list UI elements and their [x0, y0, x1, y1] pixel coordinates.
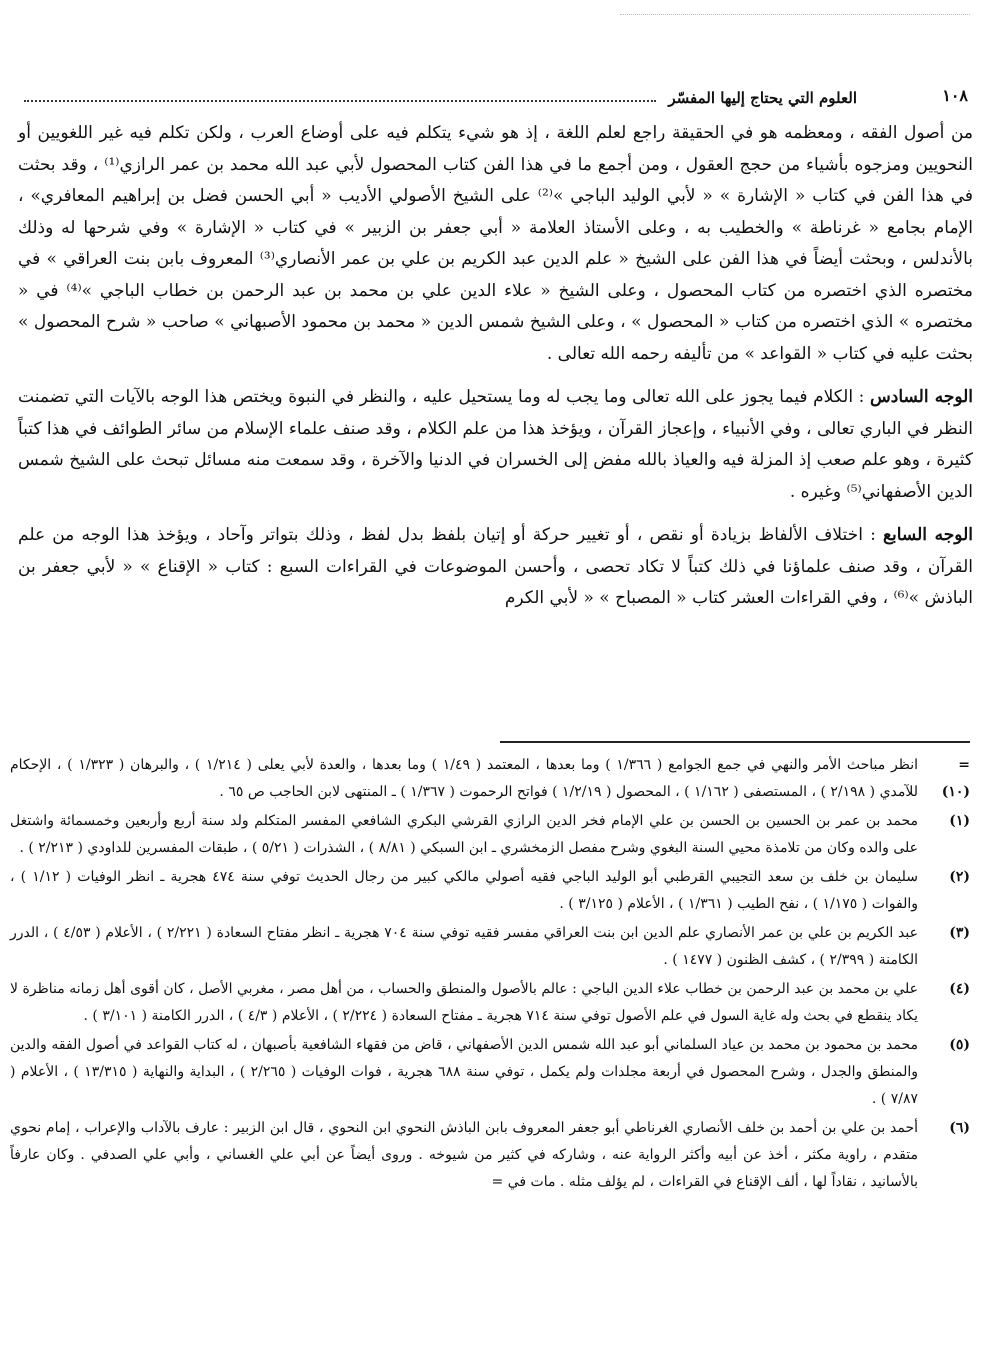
footnote-number: (٥) — [949, 1037, 970, 1053]
footnote-separator — [500, 741, 970, 743]
footnote — [10, 808, 970, 862]
footnote-text: سليمان بن خلف بن سعد التجيبي القرطبي أبو الوليد الباجي فقيه أصولي مالكي كبير من رجال الحديث توفي سنة ٤٧٤ هجرية ـ انظر الوفيات ( ١/١٢ ) ، والفوات ( ١/١٧٥ ) ، نفح الطيب ( ١/٣٦١ ) ، الأعلام ( ٣/١٢٥ ) . — [10, 869, 918, 912]
sixth-heading: الوجه السادس — [870, 387, 974, 407]
paragraph-intro: من أصول الفقه ، ومعظمه هو في الحقيقة راجع لعلم اللغة ، إذ هو شيء يتكلم فيه على أوضاع العرب ، ولكن تكلم فيه غير اللغويين أو النحويين ومزجوه بأشياء من حجج العقول ، ومن أجمع ما في هذا الفن كتاب المحصول لأبي عبد الله محمد بن عمر الرازي⁽¹⁾ ، وقد بحثت في هذا الفن في كتاب « الإشارة » « لأبي الوليد الباجي »⁽²⁾ على الشيخ الأصولي الأديب « أبي الحسن فضل بن إبراهيم المعافري» ، الإمام بجامع « غرناطة » والخطيب به ، وعلى الأستاذ العلامة « أبي جعفر بن الزبير » في كتاب « الإشارة » وفي شرحها له وذلك بالأندلس ، وبحثت أيضاً في هذا الفن على الشيخ « علم الدين عبد الكريم بن علي بن عمر الأنصاري⁽³⁾ المعروف بابن بنت العراقي » في مختصره الذي اختصره من كتاب المحصول ، وعلى الشيخ « علاء الدين علي بن محمد بن عبد الرحمن بن خطاب الباجي »⁽⁴⁾ في « مختصره » الذي اختصره من كتاب « المحصول » ، وعلى الشيخ شمس الدين « محمد بن محمود الأصبهاني » صاحب « شرح المحصول » بحثت عليه في كتاب « القواعد » من تأليفه رحمه الله تعالى . — [18, 123, 974, 364]
footnote — [10, 1115, 970, 1196]
footnote-number: = (١٠) — [941, 757, 970, 800]
header-title: العلوم التي يحتاج إليها المفسّر — [668, 89, 857, 107]
footnote-text: محمد بن محمود بن محمد بن عياد السلماني أبو عبد الله شمس الدين الأصفهاني ، قاض من فقهاء الشافعية بأصبهان ، له كتاب القواعد في أصول الفقه والدين والمنطق والجدل ، وشرح المحصول في أربعة مجلدات ولم يكمل ، توفي سنة ٦٨٨ هجرية ، فوات الوفيات ( ٢/٢٦٥ ) ، البداية والنهاية ( ١٣/٣١٥ ) ، الأعلام ( ٧/٨٧ ) . — [10, 1037, 919, 1107]
running-header — [18, 86, 857, 110]
footnote — [10, 864, 970, 918]
sixth-text: : الكلام فيما يجوز على الله تعالى وما يجب له وما يستحيل عليه ، والنظر في النبوة ويختص هذا الوجه بالآيات التي تضمنت النظر في الباري تعالى ، وفي الأنبياء ، وإعجاز القرآن ، ويؤخذ هذا من علم الكلام ، وقد صنف علماء الإسلام من سائر الطوائف في هذا كتباً كثيرة ، وهو علم صعب إذ المزلة فيه والعياذ بالله مفض إلى الخسران في الدنيا والآخرة ، وقد سمعت منه مسائل تبحث على الشيخ شمس الدين الأصفهاني⁽⁵⁾ وغيره . — [18, 387, 973, 502]
paragraph-seventh — [18, 520, 973, 615]
paragraph-sixth — [18, 382, 973, 508]
footnote-number: (٤) — [949, 981, 970, 997]
footnote-number: (٦) — [949, 1120, 970, 1136]
footnote-text: علي بن محمد بن عبد الرحمن بن خطاب علاء الدين الباجي : عالم بالأصول والمنطق والحساب ، من أهل مصر ، مغربي الأصل ، كان أقوى أهل زمانه مناظرة لا يكاد ينقطع في بحث وله غاية السول في علم الأصول توفي سنة ٧١٤ هجرية ـ مفتاح السعادة ( ٢/٢٢٤ ) ، الأعلام ( ٤/٣ ) ، الدرر الكامنة ( ٣/١٠١ ) . — [10, 981, 918, 1024]
seventh-text: : اختلاف الألفاظ بزيادة أو نقص ، أو تغيير حركة أو إتيان بلفظ بدل لفظ ، وذلك بتواتر وآحاد ، ويؤخذ هذا الوجه من علم القرآن ، وقد صنف علماؤنا في ذلك كتباً لا تكاد تحصى ، وأحسن الموضوعات في القراءات السبع : كتاب « الإقناع » « لأبي جعفر بن الباذش »⁽⁶⁾ ، وفي القراءات العشر كتاب « المصباح » « لأبي الكرم — [18, 525, 973, 608]
main-text — [18, 118, 973, 627]
footnote — [10, 1032, 970, 1113]
footnote-text: عبد الكريم بن علي بن عمر الأنصاري علم الدين ابن بنت العراقي مفسر فقيه توفي سنة ٧٠٤ هجرية ـ انظر مفتاح السعادة ( ٢/٢٢١ ) ، الأعلام ( ٤/٥٣ ) ، الدرر الكامنة ( ٢/٣٩٩ ) ، كشف الظنون ( ١٤٧٧ ) . — [10, 925, 918, 968]
footnote — [10, 752, 970, 806]
footnote — [10, 920, 970, 974]
scan-artifact — [620, 14, 970, 45]
page-number: ١٠٨ — [942, 86, 968, 105]
header-dot-leader — [24, 92, 656, 102]
footnotes — [10, 752, 970, 1198]
footnote-text: أحمد بن علي بن أحمد بن خلف الأنصاري الغرناطي أبو جعفر المعروف بابن الباذش النحوي ابن النحوي ، قال ابن الزبير : عارف بالآداب والإعراب ، إمام نحوي متقدم ، راوية مكثر ، أخذ عن أبيه وأكثر الرواية عنه ، وشاركه في كثير من شيوخه . وروى أيضاً عن أبي علي الغساني ، وأبي علي الصدفي . وكان عارفاً بالأسانيد ، نقاداً لها ، ألف الإقناع في القراءات ، لم يؤلف مثله . مات في = — [10, 1120, 918, 1190]
seventh-heading: الوجه السابع — [882, 525, 973, 545]
footnote-number: (٢) — [949, 869, 970, 885]
footnote — [10, 976, 970, 1030]
footnote-number: (١) — [949, 813, 970, 829]
footnote-number: (٣) — [949, 925, 970, 941]
footnote-text: محمد بن عمر بن الحسين بن الحسن بن علي الإمام فخر الدين الرازي القرشي البكري الشافعي المفسر المتكلم ولد سنة أربع وأربعين وخمسمائة واشتغل على والده وكان من تلامذة محيي السنة البغوي وشرح مفصل الزمخشري ـ ابن السبكي ( ٨/٨١ ) ، الشذرات ( ٥/٢١ ) ، طبقات المفسرين للداودي ( ٢/٢١٣ ) . — [10, 813, 918, 856]
footnote-text: انظر مباحث الأمر والنهي في جمع الجوامع ( ١/٣٦٦ ) وما بعدها ، المعتمد ( ١/٤٩ ) وما بعدها ، والعدة لأبي يعلى ( ١/٢١٤ ) ، والبرهان ( ١/٣٢٣ ) ، الإحكام للآمدي ( ٢/١٩٨ ) ، المستصفى ( ١/١٦٢ ) ، المحصول ( ١/٢/١٩ ) فواتح الرحموت ( ١/٣٦٧ ) ـ المنتهى لابن الحاجب ص ٦٥ . — [10, 757, 918, 800]
